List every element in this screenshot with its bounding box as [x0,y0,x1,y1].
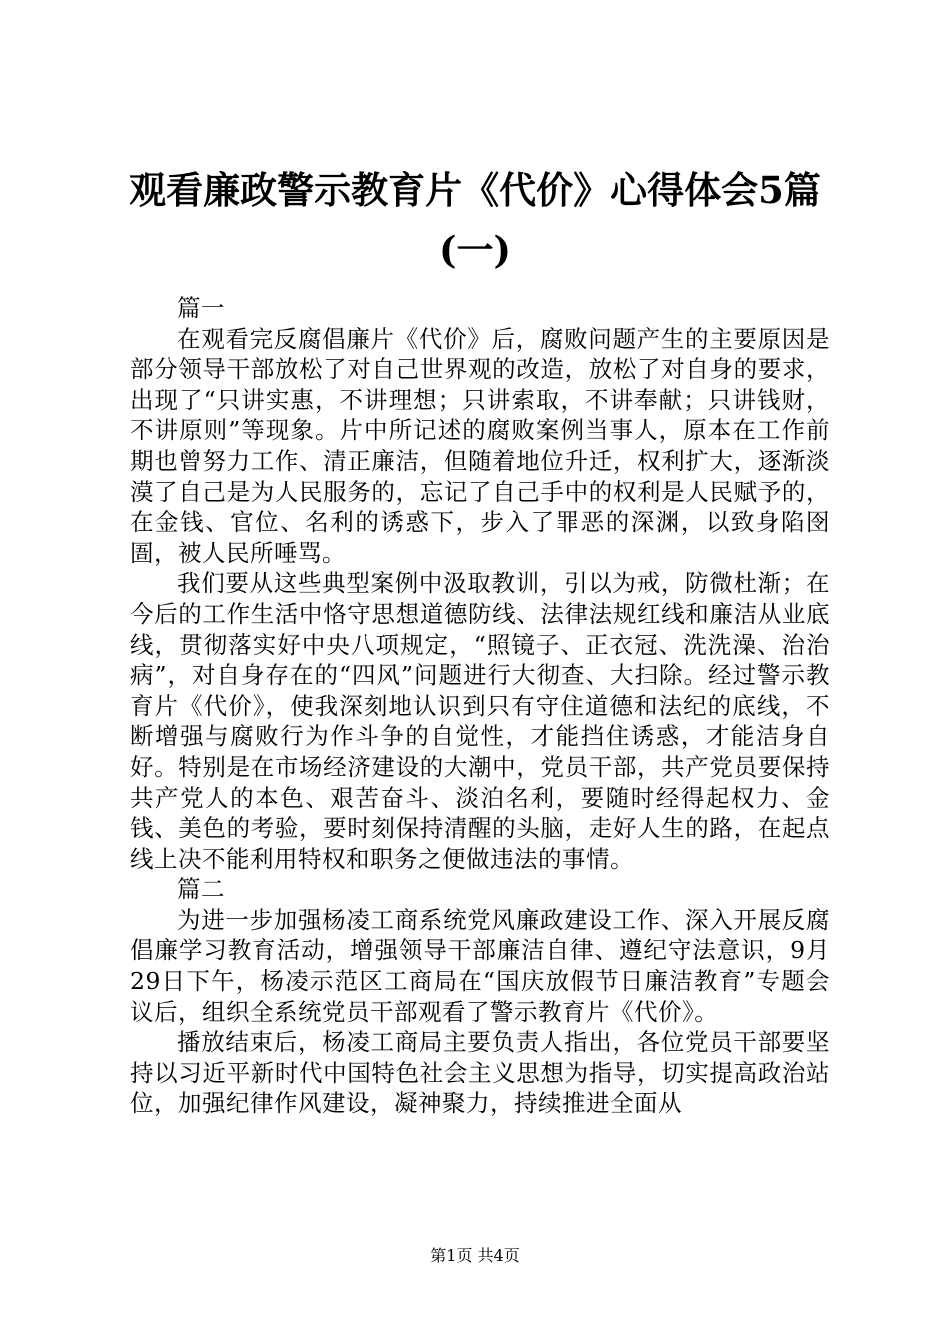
title-line-2: (一) [438,228,511,272]
paragraph-4: 播放结束后，杨凌工商局主要负责人指出，各位党员干部要坚持以习近平新时代中国特色社会主义思想为指导，切实提高政治站位，加强纪律作风建设，凝神聚力，持续推进全面从 [130,1028,830,1118]
paragraph-1: 在观看完反腐倡廉片《代价》后，腐败问题产生的主要原因是部分领导干部放松了对自己世界观的改造，放松了对自身的要求，出现了“只讲实惠，不讲理想；只讲索取，不讲奉献；只讲钱财，不讲原则”等现象。片中所记述的腐败案例当事人，原本在工作前期也曾努力工作、清正廉洁，但随着地位升迁，权利扩大，逐渐淡漠了自己是为人民服务的，忘记了自己手中的权利是人民赋予的，在金钱、官位、名利的诱惑下，步入了罪恶的深渊，以致身陷囹圄，被人民所唾骂。 [130,324,830,567]
page-footer: 第1页 共4页 [430,1246,520,1265]
section-heading-2: 篇二 [177,875,225,904]
document-body [130,293,830,1119]
document-title [60,160,890,280]
paragraph-3: 为进一步加强杨凌工商系统党风廉政建设工作、深入开展反腐倡廉学习教育活动，增强领导干部廉洁自律、遵纪守法意识，9月29日下午，杨凌示范区工商局在“国庆放假节日廉洁教育”专题会议后，组织全系统党员干部观看了警示教育片《代价》。 [130,905,830,1026]
paragraph-2: 我们要从这些典型案例中汲取教训，引以为戒，防微杜渐；在今后的工作生活中恪守思想道德防线、法律法规红线和廉洁从业底线，贯彻落实好中央八项规定，“照镜子、正衣冠、洗洗澡、治治病”，对自身存在的“四风”问题进行大彻查、大扫除。经过警示教育片《代价》，使我深刻地认识到只有守住道德和法纪的底线，不断增强与腐败行为作斗争的自觉性，才能挡住诱惑，才能洁身自好。特别是在市场经济建设的大潮中，党员干部，共产党员要保持共产党人的本色、艰苦奋斗、淡泊名利，要随时经得起权力、金钱、美色的考验，要时刻保持清醒的头脑，走好人生的路，在起点线上决不能利用特权和职务之便做违法的事情。 [130,569,830,873]
section-heading-1: 篇一 [177,294,225,322]
title-line-1: 观看廉政警示教育片《代价》心得体会5篇 [129,168,821,212]
